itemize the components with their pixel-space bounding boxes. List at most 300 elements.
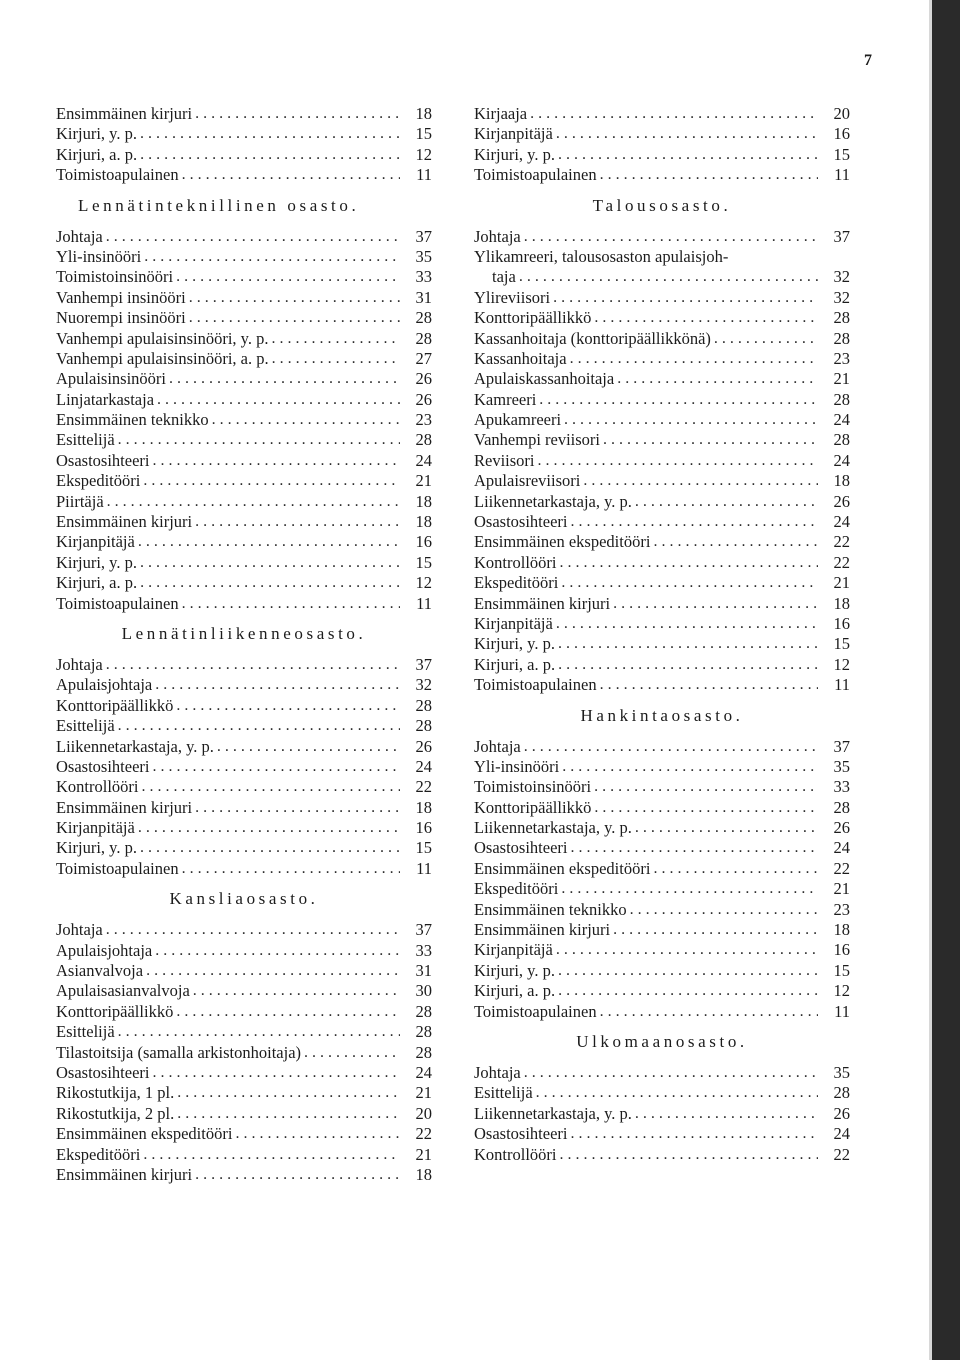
salary-row — [474, 1063, 850, 1083]
dot-leader — [536, 1083, 818, 1103]
position-title: Kontrollööri — [56, 777, 139, 797]
salary-class: 26 — [415, 736, 432, 756]
salary-row — [474, 1145, 850, 1165]
position-title: Liikennetarkastaja, y. p. — [56, 736, 214, 756]
dot-leader — [653, 859, 818, 879]
dot-leader — [182, 859, 400, 879]
salary-row — [56, 104, 432, 124]
salary-class: 12 — [415, 144, 432, 164]
dot-leader — [558, 981, 818, 1001]
position-title: Asianvalvoja — [56, 961, 144, 981]
position-title: Ensimmäinen kirjuri — [56, 512, 193, 532]
salary-class: 33 — [415, 267, 432, 287]
salary-class: 28 — [415, 430, 432, 450]
salary-class: 15 — [833, 634, 850, 654]
dot-leader — [570, 512, 818, 532]
salary-row — [56, 839, 432, 859]
position-title: Johtaja — [56, 920, 103, 940]
dot-leader — [714, 329, 818, 349]
section-heading: Lennätinliikenneosasto. — [121, 623, 367, 643]
salary-class: 24 — [833, 512, 850, 532]
dot-leader — [146, 961, 400, 981]
dot-leader — [603, 430, 818, 450]
dot-leader — [140, 553, 400, 573]
position-title: Reviisori — [474, 450, 535, 470]
position-title: Johtaja — [56, 654, 103, 674]
salary-class: 32 — [415, 675, 432, 695]
section-heading: Ulkomaanosasto. — [576, 1032, 748, 1052]
position-title: Osastosihteeri — [56, 1063, 150, 1082]
dot-leader — [617, 369, 818, 389]
position-title: Konttoripäällikkö — [56, 1001, 174, 1021]
salary-class: 11 — [416, 858, 432, 878]
dot-leader — [118, 1022, 400, 1042]
salary-row — [56, 981, 432, 1001]
position-title: Rikostutkija, 1 pl. — [56, 1083, 175, 1103]
position-title: Kirjanpitäjä — [56, 532, 135, 552]
salary-row — [474, 961, 850, 981]
salary-row — [474, 777, 850, 797]
salary-row — [56, 390, 432, 410]
salary-class: 28 — [415, 1001, 432, 1021]
salary-class: 35 — [415, 246, 432, 266]
position-title: Konttoripäällikkö — [474, 308, 592, 328]
dot-leader — [107, 492, 400, 512]
position-title: Kirjuri, y. p. — [474, 144, 555, 164]
salary-row — [56, 1002, 432, 1022]
dot-leader — [553, 288, 818, 308]
salary-row — [56, 349, 432, 369]
salary-row — [474, 655, 850, 675]
salary-row — [56, 492, 432, 512]
salary-row — [474, 940, 850, 960]
position-title: Piirtäjä — [56, 491, 104, 511]
salary-row — [56, 777, 432, 797]
salary-row — [474, 247, 850, 267]
position-title: Osastosihteeri — [56, 450, 150, 470]
salary-class: 30 — [415, 981, 432, 1001]
salary-class: 24 — [833, 1124, 850, 1144]
salary-class: 18 — [415, 512, 432, 532]
salary-class: 24 — [415, 1063, 432, 1082]
position-title: Ensimmäinen ekspeditööri — [474, 858, 651, 878]
position-title: Ensimmäinen kirjuri — [474, 920, 611, 940]
position-title: Toimistoapulainen — [474, 1001, 597, 1021]
position-title: Apulaisinsinööri — [56, 369, 166, 389]
salary-class: 18 — [833, 471, 850, 491]
position-title: Kirjuri, y. p. — [56, 838, 137, 858]
dot-leader — [558, 634, 818, 654]
salary-row — [474, 410, 850, 430]
salary-row — [56, 329, 432, 349]
salary-row — [474, 492, 850, 512]
dot-leader — [189, 288, 400, 308]
dot-leader — [195, 512, 400, 532]
salary-class: 26 — [833, 818, 850, 838]
salary-class: 20 — [415, 1103, 432, 1123]
position-title: Toimistoinsinööri — [56, 267, 174, 287]
dot-leader — [524, 737, 818, 757]
salary-class: 24 — [833, 838, 850, 858]
salary-class: 28 — [833, 1083, 850, 1103]
position-title: Kirjuri, a. p. — [474, 981, 556, 1001]
salary-row — [474, 1002, 850, 1022]
section-heading: Kansliaosasto. — [169, 889, 319, 909]
position-title: Toimistoapulainen — [56, 593, 179, 613]
position-title: Kassanhoitaja (konttoripäällikkönä) — [474, 328, 711, 348]
position-title: Apulaisjohtaja — [56, 675, 153, 695]
salary-row — [56, 145, 432, 165]
position-title: Apulaiskassanhoitaja — [474, 369, 615, 389]
position-title: Kontrollööri — [474, 552, 557, 572]
salary-class: 16 — [415, 532, 432, 552]
dot-leader — [556, 124, 818, 144]
salary-class: 24 — [833, 450, 850, 470]
salary-class: 18 — [415, 797, 432, 817]
section-heading: Talousosasto. — [592, 195, 732, 215]
salary-row — [474, 430, 850, 450]
salary-row — [56, 655, 432, 675]
position-title: Yli-insinööri — [474, 756, 560, 776]
salary-class: 11 — [416, 593, 432, 613]
salary-class: 28 — [833, 308, 850, 328]
salary-class: 18 — [833, 920, 850, 940]
section-heading: Lennätinteknillinen osasto. — [78, 195, 360, 215]
salary-row — [474, 573, 850, 593]
position-title: Ensimmäinen teknikko — [56, 410, 209, 430]
position-title: Kirjanpitäjä — [474, 124, 553, 144]
salary-class: 21 — [415, 1144, 432, 1164]
salary-row — [56, 308, 432, 328]
salary-class: 22 — [415, 1124, 432, 1144]
salary-class: 37 — [415, 654, 432, 674]
salary-class: 11 — [834, 675, 850, 695]
dot-leader — [157, 390, 400, 410]
salary-row — [56, 941, 432, 961]
dot-leader — [177, 1083, 400, 1103]
salary-class: 15 — [415, 552, 432, 572]
salary-class: 28 — [415, 716, 432, 736]
salary-class: 22 — [833, 532, 850, 552]
salary-row — [56, 430, 432, 450]
salary-row — [56, 512, 432, 532]
position-title: Vanhempi reviisori — [474, 430, 601, 450]
salary-class: 18 — [415, 1164, 432, 1184]
dot-leader — [272, 349, 400, 369]
salary-row — [56, 798, 432, 818]
salary-row — [474, 369, 850, 389]
dot-leader — [140, 573, 400, 593]
salary-row — [56, 165, 432, 185]
salary-row — [56, 553, 432, 573]
dot-leader — [118, 716, 400, 736]
salary-class: 11 — [834, 1001, 850, 1021]
salary-class: 28 — [833, 328, 850, 348]
position-title: Kirjanpitäjä — [56, 818, 135, 838]
position-title: Liikennetarkastaja, y. p. — [474, 1103, 632, 1123]
position-title: taja — [492, 267, 516, 287]
dot-leader — [524, 227, 818, 247]
position-title: Johtaja — [56, 226, 103, 246]
position-title: Ekspeditööri — [474, 573, 559, 593]
dot-leader — [106, 227, 400, 247]
salary-row — [474, 798, 850, 818]
salary-class: 24 — [415, 756, 432, 776]
salary-class: 21 — [415, 1083, 432, 1103]
salary-class: 11 — [834, 165, 850, 185]
salary-row — [474, 757, 850, 777]
dot-leader — [613, 594, 818, 614]
position-title: Kirjuri, y. p. — [474, 960, 555, 980]
salary-class: 16 — [833, 940, 850, 960]
salary-class: 20 — [833, 103, 850, 123]
salary-row — [474, 329, 850, 349]
dot-leader — [530, 104, 818, 124]
salary-row — [474, 267, 850, 287]
dot-leader — [600, 1002, 818, 1022]
dot-leader — [594, 308, 818, 328]
salary-class: 22 — [833, 1144, 850, 1164]
dot-leader — [653, 532, 818, 552]
salary-class: 23 — [415, 410, 432, 430]
position-title: Esittelijä — [56, 1022, 115, 1042]
position-title: Kamreeri — [474, 389, 537, 409]
salary-row — [56, 451, 432, 471]
salary-class: 35 — [833, 756, 850, 776]
position-title: Toimistoapulainen — [474, 675, 597, 695]
position-title: Kirjanpitäjä — [474, 613, 553, 633]
position-title: Linjatarkastaja — [56, 389, 155, 409]
dot-leader — [235, 1124, 400, 1144]
dot-leader — [217, 737, 400, 757]
position-title: Kirjuri, y. p. — [56, 124, 137, 144]
salary-row — [56, 1043, 432, 1063]
position-title: Kirjuri, y. p. — [474, 634, 555, 654]
salary-row — [56, 288, 432, 308]
dot-leader — [560, 553, 819, 573]
salary-class: 26 — [415, 389, 432, 409]
salary-class: 15 — [415, 838, 432, 858]
dot-leader — [570, 1124, 818, 1144]
position-title: Kirjuri, y. p. — [56, 552, 137, 572]
position-title: Ensimmäinen kirjuri — [56, 1164, 193, 1184]
dot-leader — [556, 940, 818, 960]
position-title: Ensimmäinen kirjuri — [474, 593, 611, 613]
salary-class: 32 — [833, 287, 850, 307]
salary-class: 28 — [415, 328, 432, 348]
position-title: Johtaja — [474, 226, 521, 246]
position-title: Apulaisreviisori — [474, 471, 581, 491]
dot-leader — [176, 1002, 400, 1022]
position-title: Johtaja — [474, 736, 521, 756]
salary-class: 31 — [415, 961, 432, 981]
salary-class: 31 — [415, 287, 432, 307]
dot-leader — [106, 920, 400, 940]
dot-leader — [583, 471, 818, 491]
dot-leader — [600, 165, 818, 185]
salary-row — [474, 634, 850, 654]
salary-row — [56, 675, 432, 695]
salary-row — [474, 104, 850, 124]
salary-class: 18 — [415, 491, 432, 511]
salary-class: 28 — [833, 797, 850, 817]
salary-class: 28 — [415, 1022, 432, 1042]
position-title: Toimistoinsinööri — [474, 777, 592, 797]
salary-row — [474, 1083, 850, 1103]
dot-leader — [195, 798, 400, 818]
salary-class: 15 — [833, 144, 850, 164]
salary-class: 16 — [415, 818, 432, 838]
salary-row — [56, 1124, 432, 1144]
salary-row — [474, 532, 850, 552]
salary-class: 24 — [833, 410, 850, 430]
salary-class: 27 — [415, 348, 432, 368]
salary-class: 21 — [833, 573, 850, 593]
position-title: Toimistoapulainen — [474, 165, 597, 185]
position-title: Toimistoapulainen — [56, 165, 179, 185]
salary-row — [56, 696, 432, 716]
salary-class: 26 — [833, 491, 850, 511]
salary-row — [474, 471, 850, 491]
scan-edge — [932, 0, 960, 1360]
salary-row — [474, 900, 850, 920]
position-title: Osastosihteeri — [56, 756, 150, 776]
dot-leader — [118, 430, 400, 450]
dot-leader — [558, 961, 818, 981]
dot-leader — [140, 145, 400, 165]
salary-class: 21 — [415, 471, 432, 491]
salary-class: 16 — [833, 613, 850, 633]
salary-class: 37 — [415, 920, 432, 940]
position-title: Kontrollööri — [474, 1144, 557, 1164]
dot-leader — [272, 329, 401, 349]
dot-leader — [143, 1145, 400, 1165]
dot-leader — [195, 104, 400, 124]
salary-row — [474, 818, 850, 838]
dot-leader — [524, 1063, 818, 1083]
salary-class: 22 — [415, 777, 432, 797]
salary-row — [56, 961, 432, 981]
dot-leader — [558, 655, 818, 675]
salary-class: 12 — [833, 981, 850, 1001]
position-title: Osastosihteeri — [474, 838, 568, 858]
salary-class: 37 — [415, 226, 432, 246]
dot-leader — [195, 1165, 400, 1185]
dot-leader — [193, 981, 400, 1001]
dot-leader — [539, 390, 818, 410]
position-title: Ensimmäinen teknikko — [474, 899, 627, 919]
salary-row — [56, 757, 432, 777]
dot-leader — [560, 1145, 819, 1165]
salary-row — [474, 227, 850, 247]
position-title: Kirjuri, a. p. — [56, 144, 138, 164]
position-title: Ensimmäinen kirjuri — [56, 103, 193, 123]
salary-row — [474, 920, 850, 940]
position-title: Liikennetarkastaja, y. p. — [474, 491, 632, 511]
dot-leader — [613, 920, 818, 940]
salary-row — [56, 1063, 432, 1083]
dot-leader — [594, 798, 818, 818]
salary-class: 28 — [415, 1042, 432, 1062]
salary-row — [56, 818, 432, 838]
salary-row — [474, 859, 850, 879]
salary-row — [474, 553, 850, 573]
salary-class: 23 — [833, 899, 850, 919]
position-title: Johtaja — [474, 1063, 521, 1082]
salary-row — [474, 1104, 850, 1124]
dot-leader — [561, 879, 818, 899]
dot-leader — [519, 267, 818, 287]
salary-row — [474, 594, 850, 614]
position-title: Vanhempi apulaisinsinööri, y. p. — [56, 328, 269, 348]
position-title: Ekspeditööri — [474, 879, 559, 899]
salary-row — [474, 308, 850, 328]
position-title: Apulaisjohtaja — [56, 940, 153, 960]
dot-leader — [138, 818, 400, 838]
salary-row — [474, 1124, 850, 1144]
right-column — [474, 104, 850, 1165]
dot-leader — [152, 757, 400, 777]
left-column — [56, 104, 432, 1185]
salary-row — [474, 390, 850, 410]
salary-row — [474, 165, 850, 185]
salary-class: 12 — [415, 573, 432, 593]
salary-class: 16 — [833, 124, 850, 144]
dot-leader — [106, 655, 400, 675]
salary-class: 23 — [833, 348, 850, 368]
dot-leader — [155, 675, 400, 695]
salary-class: 33 — [833, 777, 850, 797]
salary-row — [56, 737, 432, 757]
dot-leader — [140, 838, 400, 858]
salary-row — [56, 124, 432, 144]
salary-row — [474, 675, 850, 695]
position-title: Apukamreeri — [474, 410, 562, 430]
salary-row — [474, 981, 850, 1001]
page-number: 7 — [864, 52, 872, 69]
dot-leader — [556, 614, 818, 634]
salary-class: 15 — [833, 960, 850, 980]
salary-row — [56, 1145, 432, 1165]
position-title: Rikostutkija, 2 pl. — [56, 1103, 175, 1123]
salary-class: 28 — [415, 695, 432, 715]
salary-row — [56, 716, 432, 736]
salary-row — [474, 839, 850, 859]
salary-row — [56, 410, 432, 430]
position-title: Osastosihteeri — [474, 512, 568, 532]
salary-class: 21 — [833, 369, 850, 389]
dot-leader — [635, 492, 818, 512]
dot-leader — [635, 818, 818, 838]
dot-leader — [562, 757, 818, 777]
salary-class: 15 — [415, 124, 432, 144]
salary-row — [56, 594, 432, 614]
dot-leader — [144, 247, 400, 267]
position-title: Esittelijä — [56, 716, 115, 736]
salary-row — [56, 1083, 432, 1103]
salary-class: 32 — [833, 267, 850, 287]
dot-leader — [189, 308, 400, 328]
salary-class: 28 — [833, 430, 850, 450]
dot-leader — [570, 349, 818, 369]
position-title: Kirjanpitäjä — [474, 940, 553, 960]
dot-leader — [630, 900, 818, 920]
salary-class: 33 — [415, 940, 432, 960]
dot-leader — [155, 941, 400, 961]
dot-leader — [176, 696, 400, 716]
dot-leader — [635, 1104, 818, 1124]
salary-class: 28 — [415, 308, 432, 328]
